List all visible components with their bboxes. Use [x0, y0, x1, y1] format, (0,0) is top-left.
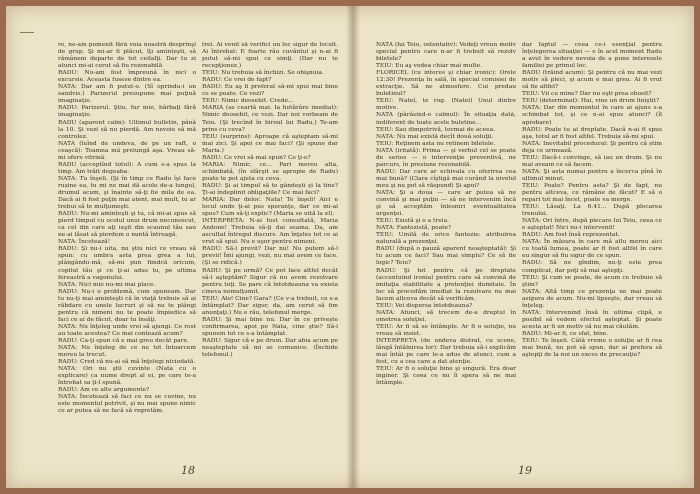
dialogue-paragraph: RADU: Şi pe urmă? Ce pot face altfel decât să-l aşteptăm? Sigur că nu avem rezolvare pentru toţi. Se pare că întotdeauna va exista cineva nemulţumit.	[202, 267, 338, 295]
dialogue-paragraph: NATA: Atunci, să trecem de-a dreptul în omotrea soluţiei.	[376, 309, 516, 323]
dialogue-paragraph: NATA: Şi asta numai pentru a încerca pînă în ultimul minut.	[522, 168, 662, 182]
dialogue-paragraph: trei. Ai venit să verifici un loc sigur de locuit. Ai întrebat: E foarte rău cuvântul şi n-ai fi putut să-mi spui ce simţi. (Dar nu te recepţionez.)	[202, 42, 338, 70]
book-gutter	[346, 6, 360, 488]
dialogue-paragraph: TEIU: Există şi o a treia.	[376, 218, 449, 225]
right-column-1	[376, 42, 516, 447]
dialogue-paragraph: TEIU (determinat): Hai, vine un drum liniştit?	[522, 98, 660, 105]
dialogue-paragraph: INTERPRETA (de undeva distrat, cu scene, lângă întâlnirea lor): Dar trebuia să-i explicăm mai întâi pe care le-a adus de atunci, cum a fost, cu a cea care a dat atenţie.	[376, 337, 516, 366]
dialogue-paragraph: RADU (după o pauză aparent neaşteptată): Şi tu acum ce faci? Sau mai simplu? Ce să fie logic? Teiu?	[376, 246, 516, 267]
dialogue-paragraph: NATA (lui Teiu, ostentativ): Vedeţi vreun motiv special pentru care n-ar fi trebuit să rezolv biletele?	[376, 42, 516, 63]
dialogue-paragraph: RADU: Cred că nu-ai să mă înţelegi niciodată.	[58, 359, 196, 366]
dialogue-paragraph: FLORICEL (cu interes şi chiar ironic): Orele 12:30! Prezenţa în sală, în special comisiei de extracţie. Să ne atmosfere. Cui predau buletinul?	[376, 70, 516, 98]
dialogue-paragraph: TEIU: Poate? Pentru asta? Şi de fapt, nu pentru altceva, ce rămâne de făcut? E să o repari tot mai încet, poate va merge.	[522, 182, 662, 204]
dialogue-paragraph: NATA: Intervenind însă în ultima clipă, e posibil să vedem efectul aşteptat. Şi poate acesta ar fi un motiv să nu mai căutăm.	[522, 309, 662, 330]
dialogue-paragraph: TEIU: Lăsaţi. La 6.41... După plecarea trenului.	[522, 204, 662, 218]
dialogue-paragraph: TEIU: Eu aş vedea chiar mai multe.	[376, 63, 483, 70]
left-column-2	[202, 42, 338, 447]
dialogue-paragraph: NATA: Încetează!	[58, 239, 111, 246]
dialogue-paragraph: INTERPRETA: N-ai fost consultată, Maria Andone! Trebuia să-ţi dai seama. Da, am ascultat întregul discurs. Am înţeles tot ce ai vrut să spui. Nu e uşor pentru nimeni.	[202, 218, 338, 246]
dialogue-paragraph: TEIU: Umilă de orice fantezie: atribuirea naturală a prezenţei.	[376, 232, 516, 246]
dialogue-paragraph: RADU: Ce vrei de fapt?	[202, 77, 272, 84]
dialogue-paragraph: RADU: Şi mai bine nu. Dar în ce priveşte confirmarea, apoi pe Nata, cine ştie? Să-i spunem tot ce s-a întâmplat.	[202, 316, 338, 337]
dialogue-paragraph: dar faptul — ceea ce-i esenţial pentru înţelegerea situaţiei — e în acel moment Radu a avut în vedere nevoia de a pune interesele familiei pe primul loc.	[522, 42, 662, 70]
dialogue-paragraph: TEIU: Nateî, te rog. (Natei) Unul dintre motive.	[376, 98, 516, 112]
dialogue-paragraph: NATA: Tu înşeli. (Şi în timp ce Radu îşi face rușine ea, tu mi ne mai dă acolo de-a lungul, drumul acum, şi înainte să-ţi fie mila de ea. Dacă ai fi fost puţin mai atent, mai mult, tu ar trebui să te mulţumeşti.	[58, 175, 196, 211]
dialogue-paragraph: RADU (acceptînd totul): A cum s-a spus la timp. Am trăit degeaba.	[58, 161, 196, 175]
dialogue-paragraph: NATA: Nu înţeleg de ce ne tot întoarcem mereu la trecut.	[58, 345, 196, 359]
dialogue-paragraph: RADU: Parizerul. Ştiu, fur mie, bărbaţi fără imaginaţie.	[58, 105, 196, 119]
page-number-left: 18	[181, 464, 195, 477]
dialogue-paragraph: RADU: Eu aş fi preferat să-mi spui mai bine ce se poate. Ce vezi?	[202, 84, 338, 98]
dialogue-paragraph: TEIU: Alo! Cine? Gara? (Ce v-a trebuit, ce s-a întâmplat? Dar sigur, da, am cerut să fim anunţaţi.) Nu e rău, telefonul merge.	[202, 295, 338, 316]
dialogue-paragraph: NATA: Ori nu ştii cuvinte (Nata cu o explicare) ca nume drept al ei, pe care te-a întrebat sa ţi-l spună.	[58, 366, 196, 387]
dialogue-paragraph: RADU: Mi-ar fi, ce sfat, bine.	[522, 330, 609, 337]
dialogue-paragraph: NATA: Ori între, după plecare lui Teiu, ceea ce e aşteptat! Nici nu-i intervenit!	[522, 218, 662, 232]
dialogue-paragraph: RADU: Sigur că e pe drum. Dar abia acum pe neaşteptate să mi se comunice. (Închide telefonul.)	[202, 337, 338, 359]
dialogue-paragraph: NATA: Nu mai există decît două soluţii.	[376, 133, 494, 140]
dialogue-paragraph: TEIU: Dacă-i convinge, să iau un drum. Şi nu mai aveam ce să facem.	[522, 154, 662, 168]
dialogue-paragraph: NATA: Nu înţeleg unde vrei să ajungi. Ce rost au toate acestea? Ce mai contează acum?	[58, 323, 196, 337]
dialogue-paragraph: NATA: În măsura în care mă aflu mereu aici cu toată lumea, poate ar fi fost altfel în care eu singur să fiu sigur de ce spun.	[522, 239, 662, 260]
dialogue-paragraph: TEIU: Ar fi o soluţie bine şi singură. Era doar inginer. Şi ceea ce nu îi spera să ne mai întâmple.	[376, 366, 516, 387]
dialogue-paragraph: NATA: Dar din momentul în care ai ajuns s-a schimbat tot, şi ce n-ai spus atunci? (îl aprobare)	[522, 105, 662, 126]
dialogue-paragraph: RADU: Poate tu ai dreptate. Dacă n-ai fi spus aşa, totul ar fi fost altfel. Trebuia să-mi spui.	[522, 126, 662, 140]
dialogue-paragraph: TEIU: Ar fi să se întâmple. Ar fi o soluţie, nu vreau să insist.	[376, 323, 516, 337]
book-spread	[6, 6, 694, 488]
dialogue-paragraph: MARIA: Nimic, ce... Pari mereu alta, schimbată, (în sfârşit se apropie de Radu) poate te pot ajuta cu ceva.	[202, 161, 338, 182]
dialogue-paragraph: NATA: Inevitabil procedural: Şi pentru că știm deja ce urmează.	[522, 140, 662, 154]
dialogue-paragraph: RADU: Şi ai timpul să te gândeşti şi la tine? Ţi-ai îndeplinit obligaţiile? Ce mai faci?	[202, 182, 338, 196]
dialogue-paragraph: NATA: Dar am fi putut-o. (Sî oprindu-i un sandvis.) Parizerul presupune mai puţină imaginaţie.	[58, 84, 196, 105]
dialogue-paragraph: RADU: Am ce alte argumente?	[58, 387, 150, 394]
dialogue-paragraph: TEIU: Nimic deosebit. Crede...	[202, 98, 294, 105]
dialogue-paragraph: RADU: Nu-i o problemă, cum spuneam. Dar tu nu-ţi mai aminteşti că în viaţă trebuie să ai răbdare cu unele lucruri şi să nu te plângi pentru că nimeni nu te poate împiedica să faci ce ai de făcut, doar tu însăţi.	[58, 288, 196, 323]
dialogue-paragraph: RADU: Ce vrei să mai spun? Ce ţi-e?	[202, 154, 311, 161]
dialogue-paragraph: NATA: Încetează să faci ce nu se cuvine, nu este momentul potrivit, şi nu mai spune nimic ce ar putea să ne facă să regretăm.	[58, 394, 196, 415]
dialogue-paragraph: TEIU: Sau dimpotrivă, tocmai de aceea.	[376, 126, 495, 133]
dialogue-paragraph: RADU: Să ne gîndim, nu-ţi este prea complicat, dar poţi să mai aştepţi.	[522, 260, 662, 274]
dialogue-paragraph: RADU: Să-l previi? Dar nu! Nu putem să-l previi! Îmi ajungi, vezi, nu mai avem ce face. (Şi se ridică.)	[202, 246, 338, 267]
right-page	[360, 12, 694, 482]
dialogue-paragraph: RADU: Ca-ţi spun că e mai greu decât pare.	[58, 337, 189, 344]
dialogue-paragraph: TEIU: Te înşeli. Câtă vreme o soluţie ar fi cea mai bună, nu pot să spun, dar ai prefera să aştepţi de la noi un exces de precauţie?	[522, 337, 662, 359]
dialogue-paragraph: MARIA: Dar deloc. Nata! Te înşeli! Aici e locul unde ţi-ai pus speranţe, dar ce mi-ai spus? Cum să-ţi explic? (Maria se uită la el).	[202, 197, 338, 218]
dialogue-paragraph: TEIU (surprins): Aproape că aşteptam să-mi mai zici. Şi apoi ce mai faci? (Şi spune dar Maria.)	[202, 133, 338, 154]
dialogue-paragraph: TEIU: Vei dispersa întotdeauna?	[376, 302, 473, 309]
left-column-1	[58, 42, 196, 447]
dialogue-paragraph: TEIU: Vii cu mine? Dar nu eşti prea obosit?	[522, 91, 652, 98]
dialogue-paragraph: NATA: Fantezistă, poate?	[376, 225, 452, 232]
dialogue-paragraph: RADU: Am fost însă reprezentat.	[522, 232, 620, 239]
dialogue-paragraph: RADU: Şi nu-i uita, nu ştiu nici ce vreau să spun: cu umbra asta prea grea a lui, plângându-mă, să-mi pun fiindcă oricum, copilul tău şi ce ţi-ai adus tu, pe ultima fereastră a vagonului.	[58, 246, 196, 281]
page-marker	[20, 32, 34, 33]
page-number-right: 19	[518, 464, 532, 477]
dialogue-paragraph: RADU: Dar care ar echivala cu oferirea cea mai bună? (Clara cîştigă mai curând la nivelul meu şi nu pot să răspund) Şi apoi?	[376, 168, 516, 189]
dialogue-paragraph: NATA (părăsind-o calmul): În situaţia dată, indiferent de toate acele buletine...	[376, 112, 516, 126]
dialogue-paragraph: NATA: Şi a doua — care ar putea să ne convină şi mai puţin — să ne intervenim încă şi să acceptăm înlesniri eventualitatea urgenţei.	[376, 189, 516, 218]
dialogue-paragraph: TEIU: Nu trebuia să închizi. Se obişnuia.	[202, 70, 324, 77]
dialogue-paragraph: re, ne-am pomenit fără voia noastră desprinşi de grup. Şi mi-ar fi plăcut, îţi aminteşti, să rămânem departe de tot ceilalţi. Dar tu zi atunci mi-ai cerut să fiu rezonabilă	[58, 42, 196, 70]
dialogue-paragraph: RADU: Nu-am fost împreună în nici o excursie. Aceasta fusese dintre ea.	[58, 70, 196, 84]
right-column-2	[522, 42, 662, 447]
dialogue-paragraph: NATA: Nici mie nu-mi mai place.	[58, 281, 156, 288]
dialogue-paragraph: MARIA (se ceartă mai. Ia hotărâre imediat): Nimic deosebit, ce vezi. Dar noi vorbeam de Teiu. (Şi trecînd în biroul lui Radu.) Te-am prins cu ceva?	[202, 105, 338, 133]
dialogue-paragraph: NATA: Altă timp ce prezenţa ne mai poate asigura de acum. Nu-mi lipseşte, dar vreau să înţeleg.	[522, 288, 662, 309]
dialogue-paragraph: RADU (aparent calm): Ultimul bulletin, până la 10. Şi vezi să nu pierdă. Am nevoie să mă controlez.	[58, 119, 196, 140]
left-page	[6, 12, 346, 482]
dialogue-paragraph: RADU (trăind acum): Şi pentru că nu mai vezi motiv să pleci, şi acum e mai greu. Ai fi vrut să fie altfel?	[522, 70, 662, 91]
dialogue-paragraph: TEIU: Şi cum se poate, de acum ce trebuie să ştim?	[522, 274, 662, 288]
dialogue-paragraph: NATA (luînd de undeva, de pe un raft, o ceaşcă): Toamna mă prelungă aşa. Vreau să-mi ofere vitrină.	[58, 140, 196, 161]
dialogue-paragraph: NATA (iritată): Prima — şi verbul cel se poate de serios — o intervenţie preventivă, ne parcurs, în presiune rezonabilă.	[376, 147, 516, 168]
dialogue-paragraph: RADU: Nu-mi aminteşti şi tu, că mi-ai spus să pierd timpul cu ocolul unui drum necunoscut, ca cel din care aţi ieşit din scaunul tău sau ne-ai lăsat să pierdem o nuntă întreagă.	[58, 211, 196, 239]
dialogue-paragraph: TEIU: Reţinem asta nu retinem biletele.	[376, 140, 496, 147]
dialogue-paragraph: RADU: Şi tot pentru că pe dreptate (accentuind ironia) pentru care să convină de imitaţia stabilitate a pretenţiei dumitale. În loc să procedăm imediat la rezolvare nu mai facem altceva decât să verificăm.	[376, 267, 516, 302]
